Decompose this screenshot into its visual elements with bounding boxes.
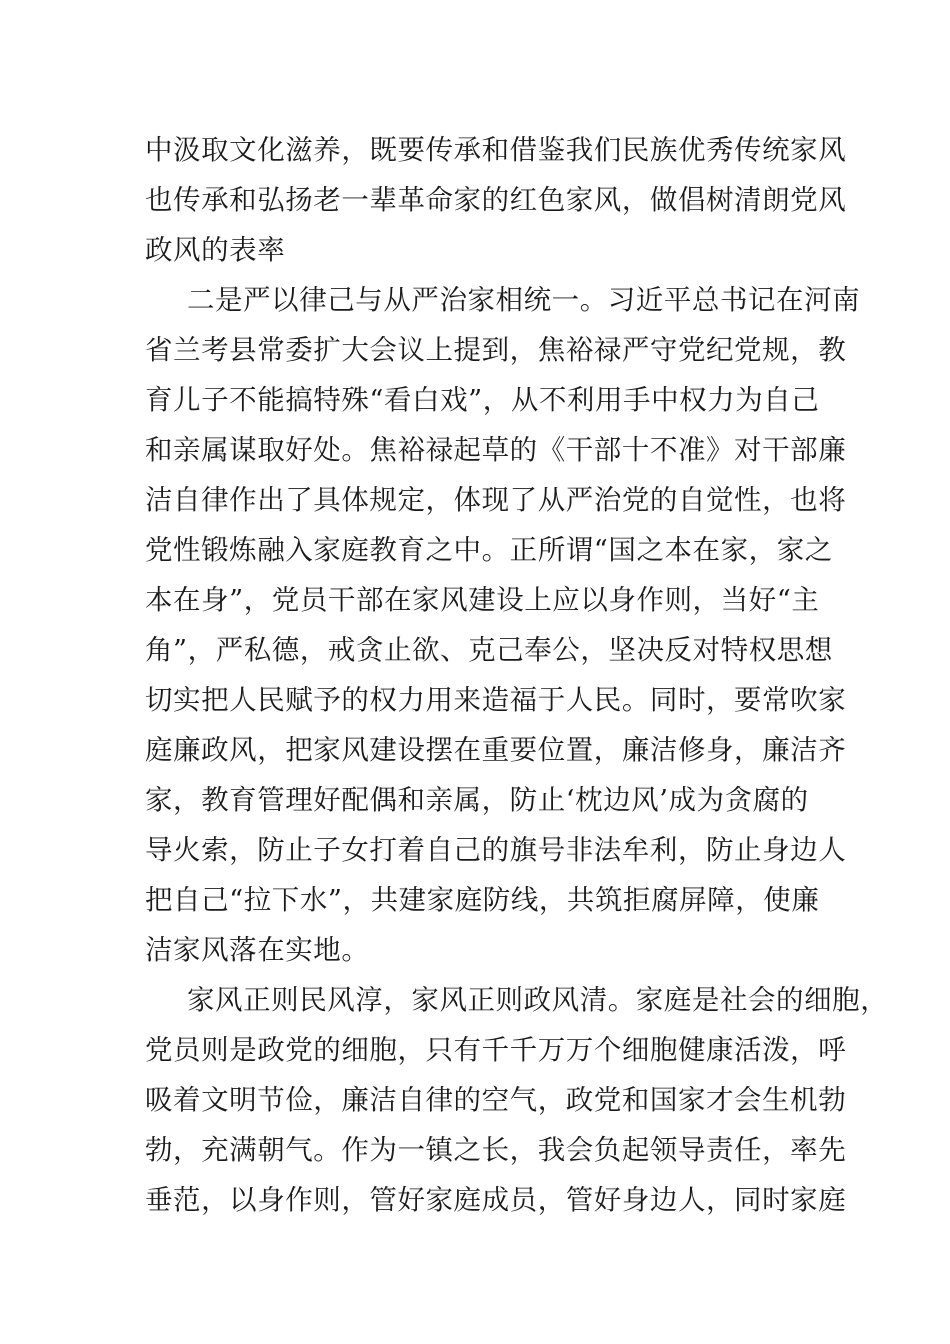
text-line: 洁家风落在实地。 — [145, 934, 370, 966]
text-line: 庭廉政风，把家风建设摆在重要位置，廉洁修身，廉洁齐 — [145, 734, 847, 766]
text-line: 党员则是政党的细胞，只有千千万万个细胞健康活泼，呼 — [145, 1034, 847, 1066]
text-line: 政风的表率 — [145, 234, 286, 266]
text-line: 切实把人民赋予的权力用来造福于人民。同时，要常吹家 — [145, 684, 847, 716]
text-line: 把自己“拉下水”，共建家庭防线，共筑拒腐屏障，使廉 — [145, 884, 820, 916]
text-line: 洁自律作出了具体规定，体现了从严治党的自觉性，也将 — [145, 484, 847, 516]
text-line: 和亲属谋取好处。焦裕禄起草的《干部十不准》对干部廉 — [145, 434, 847, 466]
text-line: 垂范，以身作则，管好家庭成员，管好身边人，同时家庭 — [145, 1184, 847, 1216]
text-line: 吸着文明节俭，廉洁自律的空气，政党和国家才会生机勃 — [145, 1084, 847, 1116]
text-line: 家，教育管理好配偶和亲属，防止‘枕边风’成为贪腐的 — [145, 784, 809, 816]
text-line: 党性锻炼融入家庭教育之中。正所谓“国之本在家，家之 — [145, 534, 833, 566]
text-line: 勃，充满朝气。作为一镇之长，我会负起领导责任，率先 — [145, 1134, 847, 1166]
paragraph-first-line: 家风正则民风淳，家风正则政风清。家庭是社会的细胞， — [187, 984, 889, 1016]
text-line: 也传承和弘扬老一辈革命家的红色家风，做倡树清朗党风 — [145, 184, 847, 216]
text-line: 角”，严私德，戒贪止欲、克己奉公，坚决反对特权思想 — [145, 634, 833, 666]
paragraph-first-line: 二是严以律己与从严治家相统一。习近平总书记在河南 — [187, 284, 861, 316]
text-line: 省兰考县常委扩大会议上提到，焦裕禄严守党纪党规，教 — [145, 334, 847, 366]
text-line: 本在身”，党员干部在家风建设上应以身作则，当好“主 — [145, 584, 820, 616]
text-line: 育儿子不能搞特殊“看白戏”，从不利用手中权力为自己 — [145, 384, 820, 416]
text-line: 导火索，防止子女打着自己的旗号非法牟利，防止身边人 — [145, 834, 847, 866]
text-line: 中汲取文化滋养，既要传承和借鉴我们民族优秀传统家风 — [145, 134, 847, 166]
